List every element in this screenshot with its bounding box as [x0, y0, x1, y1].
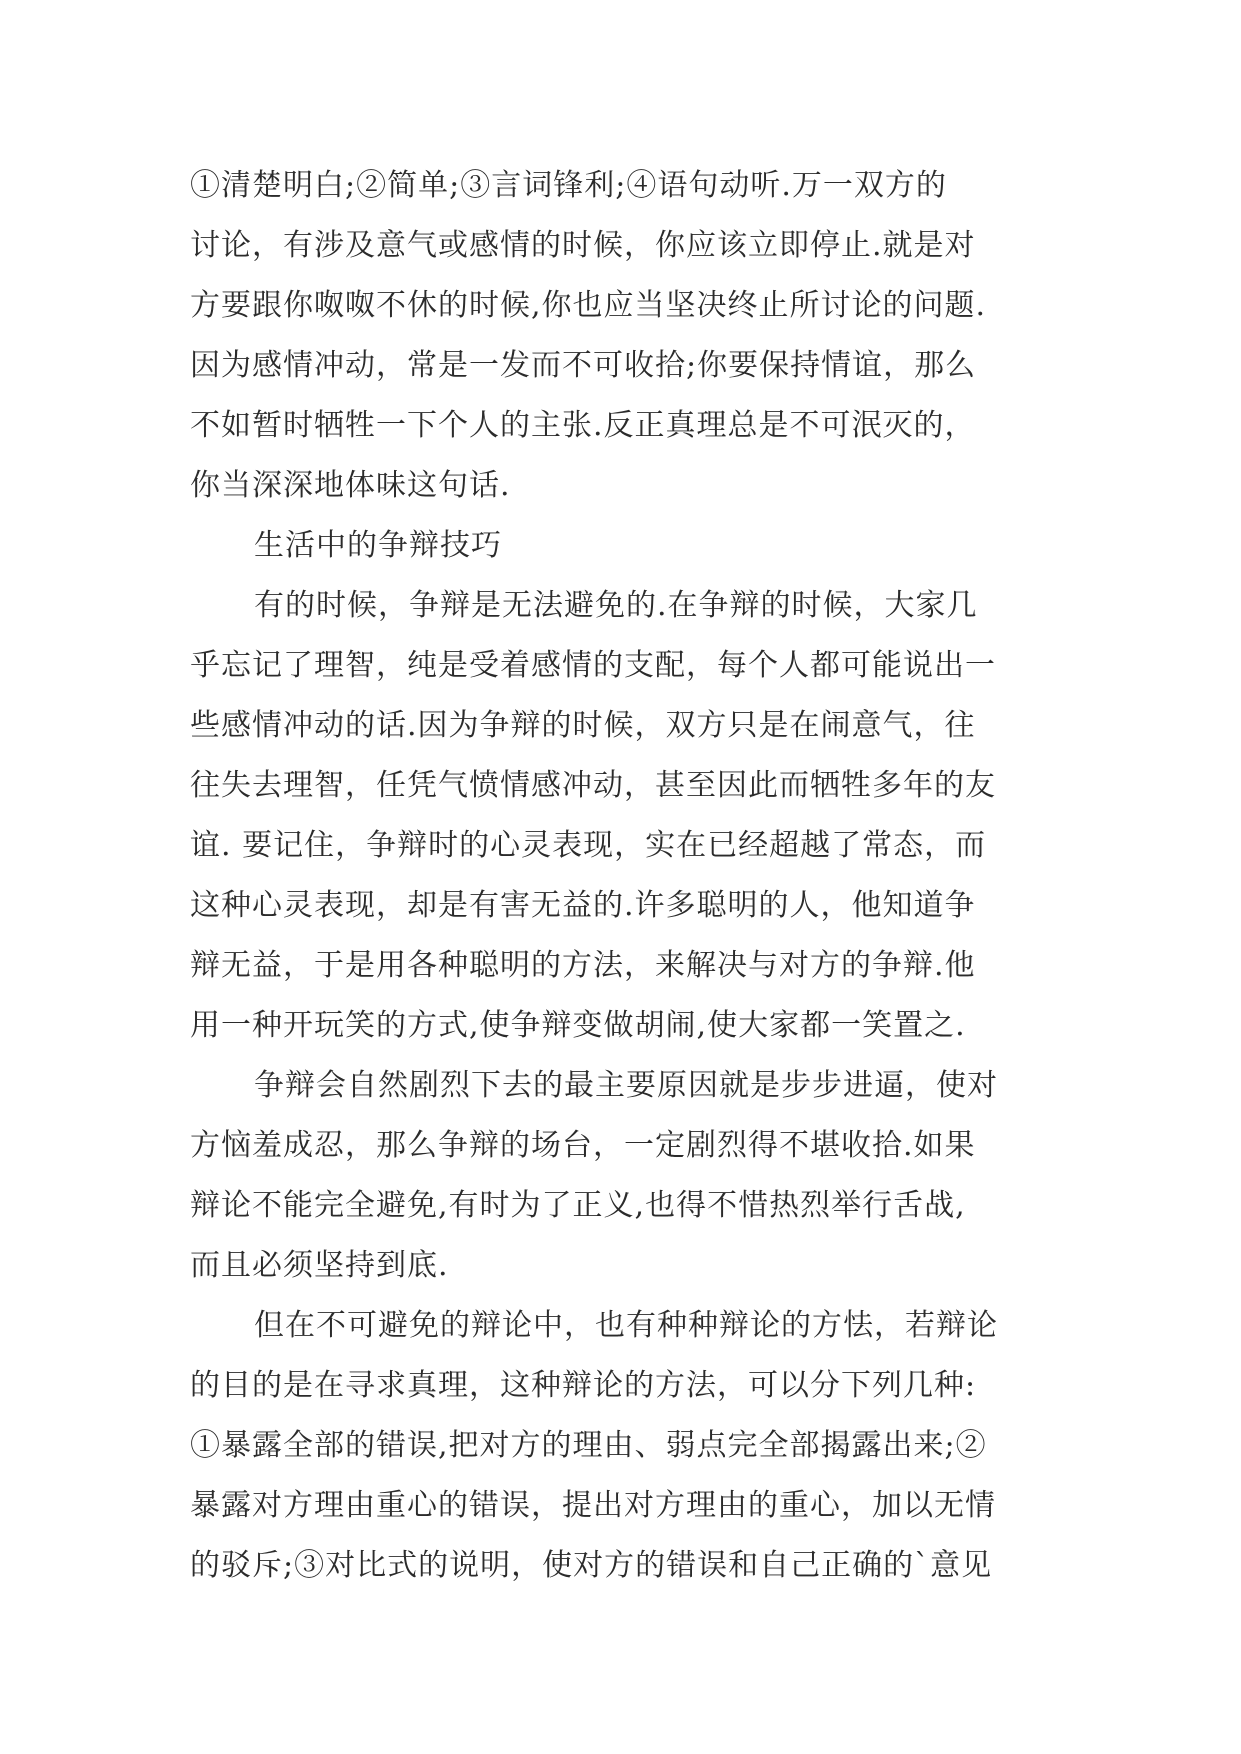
text-line: 往失去理智，任凭气愤情感冲动，甚至因此而牺牲多年的友 — [190, 768, 996, 803]
text-line: 你当深深地体味这句话. — [190, 468, 511, 503]
text-line: 不如暂时牺牲一下个人的主张.反正真理总是不可泯灭的， — [190, 408, 976, 443]
text-line: ①暴露全部的错误,把对方的理由、弱点完全部揭露出来;② — [190, 1428, 987, 1463]
text-line: 因为感情冲动，常是一发而不可收拾;你要保持情谊，那么 — [190, 348, 977, 383]
text-line: 方要跟你呶呶不休的时候,你也应当坚决终止所讨论的问题. — [190, 288, 987, 323]
text-line: 用一种开玩笑的方式,使争辩变做胡闹,使大家都一笑置之. — [190, 1008, 966, 1043]
text-line: ①清楚明白;②简单;③言词锋利;④语句动听.万一双方的 — [190, 168, 947, 203]
document-body — [190, 156, 1050, 1596]
text-line: 乎忘记了理智，纯是受着感情的支配，每个人都可能说出一 — [190, 648, 996, 683]
text-line: 的目的是在寻求真理，这种辩论的方法，可以分下列几种: — [190, 1368, 977, 1403]
text-line: 暴露对方理由重心的错误，提出对方理由的重心，加以无情 — [190, 1488, 996, 1523]
text-line: 谊. 要记住，争辩时的心灵表现，实在已经超越了常态，而 — [190, 828, 987, 863]
text-line: 这种心灵表现，却是有害无益的.许多聪明的人，他知道争 — [190, 888, 976, 923]
text-line: 而且必须坚持到底. — [190, 1248, 449, 1283]
text-line: 些感情冲动的话.因为争辩的时候，双方只是在闹意气，往 — [190, 708, 976, 743]
text-line: 辩论不能完全避免,有时为了正义,也得不惜热烈举行舌战, — [190, 1188, 966, 1223]
paragraph-start-line: 争辩会自然剧烈下去的最主要原因就是步步进逼，使对 — [254, 1068, 998, 1103]
paragraph-start-line: 但在不可避免的辩论中，也有种种辩论的方怯，若辩论 — [254, 1308, 998, 1343]
text-line: 辩无益，于是用各种聪明的方法，来解决与对方的争辩.他 — [190, 948, 976, 983]
paragraph-start-line: 有的时候，争辩是无法避免的.在争辩的时候，大家几 — [254, 588, 978, 623]
section-heading: 生活中的争辩技巧 — [254, 528, 502, 563]
text-line: 方恼羞成忍，那么争辩的场台，一定剧烈得不堪收拾.如果 — [190, 1128, 976, 1163]
text-line: 的驳斥;③对比式的说明，使对方的错误和自己正确的`意见 — [190, 1548, 993, 1583]
text-line: 讨论，有涉及意气或感情的时候，你应该立即停止.就是对 — [190, 228, 976, 263]
